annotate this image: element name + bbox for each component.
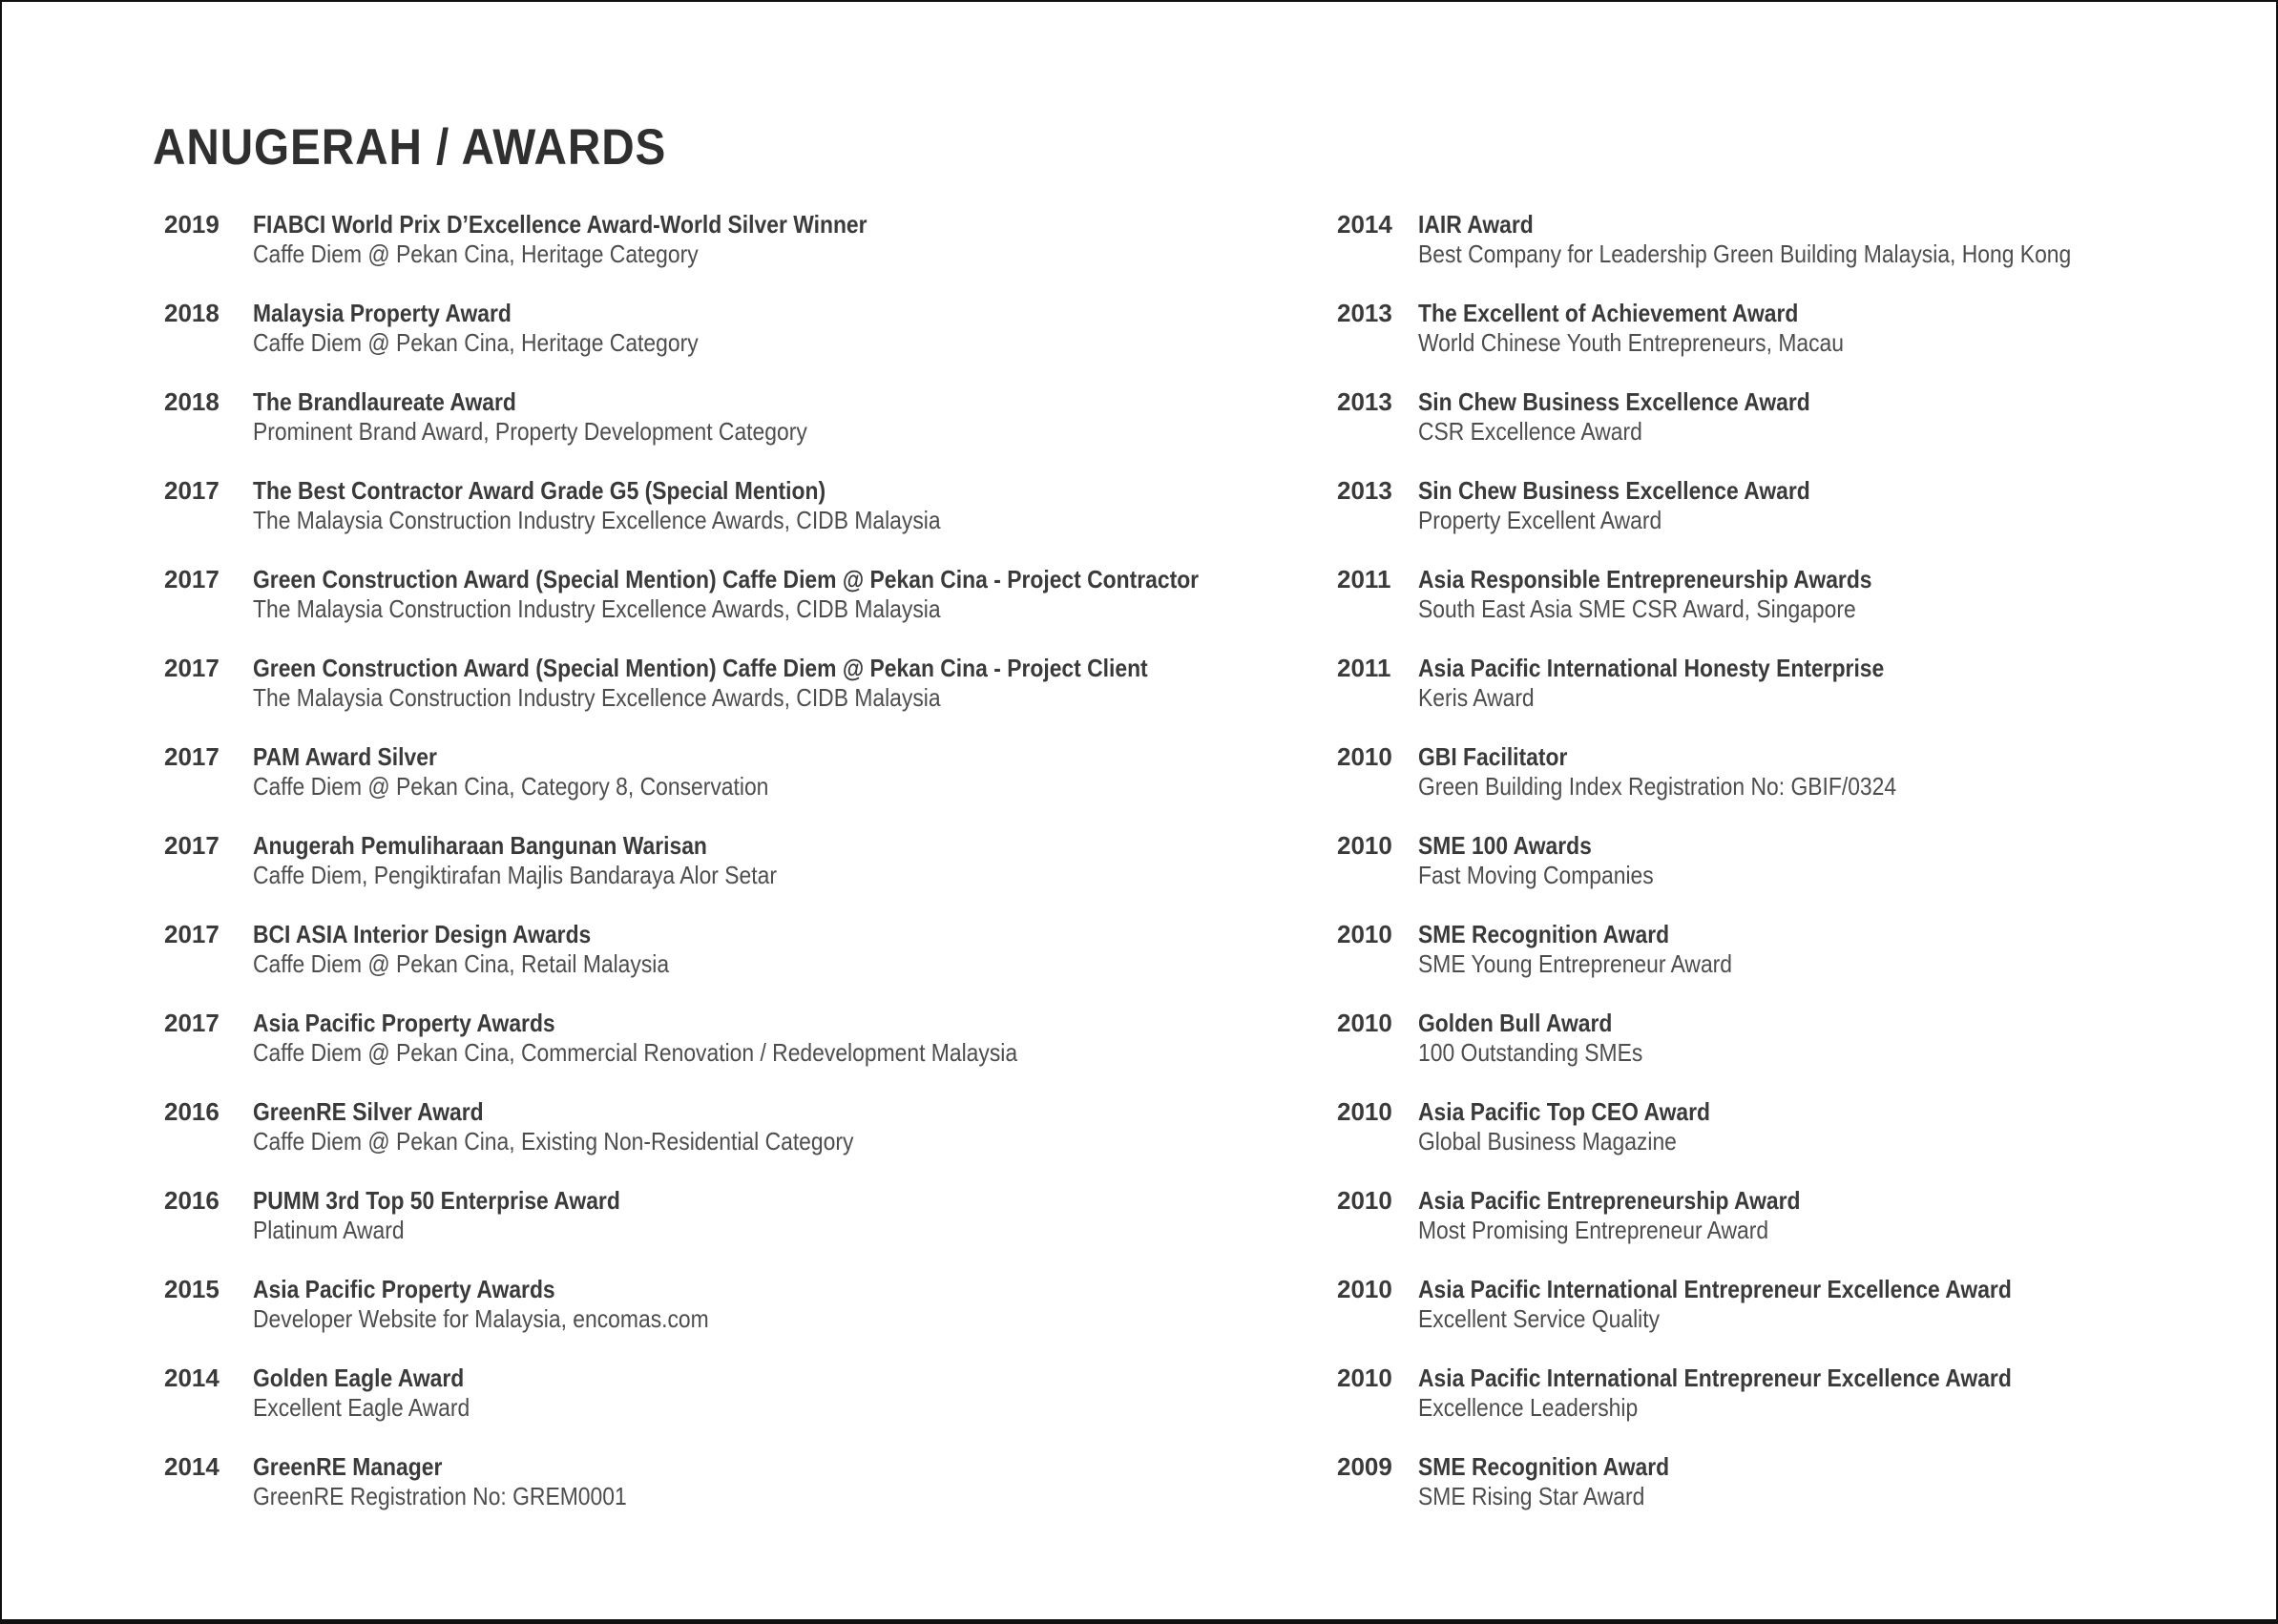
award-title <box>253 1275 1337 1304</box>
award-info <box>253 1275 1337 1334</box>
award-description-text: Caffe Diem @ Pekan Cina, Heritage Category <box>253 328 699 357</box>
award-description <box>253 417 1337 447</box>
award-title-text: Asia Pacific Property Awards <box>253 1275 555 1303</box>
awards-columns <box>164 210 2276 1541</box>
award-year: 2014 <box>164 1452 219 1481</box>
award-info <box>253 1186 1337 1245</box>
award-title <box>1418 1186 2244 1216</box>
award-description <box>1418 1393 2244 1423</box>
award-title <box>1418 210 2244 239</box>
award-description <box>1418 683 2244 713</box>
award-title-text: FIABCI World Prix D’Excellence Award-World Silver Winner <box>253 210 867 239</box>
award-title <box>253 1097 1337 1127</box>
award-entry <box>1337 387 2244 447</box>
award-entry <box>164 387 1337 447</box>
award-info <box>253 565 1337 624</box>
award-title <box>1418 1364 2244 1393</box>
award-entry <box>1337 565 2244 624</box>
award-entry <box>1337 1275 2244 1334</box>
award-info <box>1418 1186 2244 1245</box>
award-description-text: 100 Outstanding SMEs <box>1418 1038 1643 1067</box>
award-title-text: GreenRE Silver Award <box>253 1097 484 1126</box>
award-info <box>253 1452 1337 1511</box>
award-title <box>253 920 1337 949</box>
award-description-text: Caffe Diem @ Pekan Cina, Category 8, Conservation <box>253 772 769 801</box>
award-description <box>253 1304 1337 1334</box>
award-entry <box>164 1186 1337 1245</box>
award-title <box>1418 1452 2244 1482</box>
award-info <box>253 210 1337 269</box>
award-title <box>1418 831 2244 861</box>
award-description <box>1418 1304 2244 1334</box>
award-title-text: Asia Pacific International Honesty Enterprise <box>1418 654 1885 682</box>
award-title <box>1418 742 2244 772</box>
award-description-text: The Malaysia Construction Industry Excellence Awards, CIDB Malaysia <box>253 594 941 623</box>
award-title-text: Asia Responsible Entrepreneurship Awards <box>1418 565 1872 593</box>
award-title <box>1418 387 2244 417</box>
award-year: 2010 <box>1337 920 1392 948</box>
award-entry <box>164 920 1337 979</box>
award-title <box>253 654 1337 683</box>
award-description <box>253 861 1337 890</box>
award-description-text: The Malaysia Construction Industry Excellence Awards, CIDB Malaysia <box>253 506 941 534</box>
award-info <box>253 1364 1337 1423</box>
award-description <box>253 1127 1337 1156</box>
award-title-text: Sin Chew Business Excellence Award <box>1418 387 1810 416</box>
award-description <box>1418 506 2244 535</box>
award-info <box>1418 476 2244 535</box>
award-description-text: GreenRE Registration No: GREM0001 <box>253 1482 627 1510</box>
award-description-text: Caffe Diem @ Pekan Cina, Commercial Renovation / Redevelopment Malaysia <box>253 1038 1018 1067</box>
award-title <box>1418 1275 2244 1304</box>
award-entry <box>164 1364 1337 1423</box>
award-description-text: Platinum Award <box>253 1216 405 1244</box>
award-year: 2017 <box>164 1009 219 1037</box>
award-title <box>253 1186 1337 1216</box>
award-description <box>1418 417 2244 447</box>
award-description-text: Developer Website for Malaysia, encomas.com <box>253 1304 709 1333</box>
award-year: 2017 <box>164 831 219 860</box>
award-title <box>253 299 1337 328</box>
award-title-text: PUMM 3rd Top 50 Enterprise Award <box>253 1186 620 1215</box>
award-entry <box>1337 476 2244 535</box>
award-entry <box>1337 1097 2244 1156</box>
award-description <box>1418 1216 2244 1245</box>
award-title-text: Asia Pacific Property Awards <box>253 1009 555 1037</box>
award-title-text: PAM Award Silver <box>253 742 437 771</box>
award-year: 2013 <box>1337 299 1392 327</box>
award-info <box>1418 1452 2244 1511</box>
award-title <box>1418 1009 2244 1038</box>
award-description <box>1418 949 2244 979</box>
award-year: 2010 <box>1337 1364 1392 1392</box>
award-year: 2010 <box>1337 1275 1392 1303</box>
award-description <box>253 1393 1337 1423</box>
award-title-text: Golden Bull Award <box>1418 1009 1613 1037</box>
award-title-text: Asia Pacific International Entrepreneur Excellence Award <box>1418 1275 2012 1303</box>
award-title <box>253 476 1337 506</box>
award-info <box>253 920 1337 979</box>
award-year: 2019 <box>164 210 219 239</box>
award-title-text: IAIR Award <box>1418 210 1534 239</box>
award-info <box>1418 1364 2244 1423</box>
award-info <box>1418 920 2244 979</box>
award-year: 2013 <box>1337 476 1392 505</box>
award-info <box>1418 299 2244 358</box>
award-entry <box>164 210 1337 269</box>
award-description <box>1418 1482 2244 1511</box>
award-entry <box>164 476 1337 535</box>
award-title <box>1418 299 2244 328</box>
award-year: 2013 <box>1337 387 1392 416</box>
award-description-text: The Malaysia Construction Industry Excellence Awards, CIDB Malaysia <box>253 683 941 712</box>
award-info <box>253 387 1337 447</box>
award-entry <box>1337 210 2244 269</box>
award-description-text: Caffe Diem @ Pekan Cina, Heritage Category <box>253 239 699 268</box>
award-year: 2017 <box>164 476 219 505</box>
award-title-text: SME Recognition Award <box>1418 1452 1670 1481</box>
award-description <box>1418 239 2244 269</box>
award-entry <box>1337 1452 2244 1511</box>
award-description <box>1418 861 2244 890</box>
award-year: 2018 <box>164 299 219 327</box>
award-description <box>253 1216 1337 1245</box>
award-year: 2018 <box>164 387 219 416</box>
award-year: 2016 <box>164 1097 219 1126</box>
award-info <box>1418 1097 2244 1156</box>
award-title <box>253 565 1337 594</box>
award-description <box>253 506 1337 535</box>
award-title <box>1418 1097 2244 1127</box>
award-description-text: Excellence Leadership <box>1418 1393 1639 1422</box>
award-info <box>253 1097 1337 1156</box>
award-info <box>253 476 1337 535</box>
award-info <box>1418 1275 2244 1334</box>
award-title-text: Asia Pacific Entrepreneurship Award <box>1418 1186 1801 1215</box>
award-description-text: South East Asia SME CSR Award, Singapore <box>1418 594 1856 623</box>
award-year: 2011 <box>1337 654 1391 682</box>
award-description-text: Fast Moving Companies <box>1418 861 1654 889</box>
award-title-text: Anugerah Pemuliharaan Bangunan Warisan <box>253 831 707 860</box>
award-info <box>1418 742 2244 802</box>
award-description <box>1418 594 2244 624</box>
award-entry <box>1337 831 2244 890</box>
award-year: 2015 <box>164 1275 219 1303</box>
award-year: 2011 <box>1337 565 1391 593</box>
award-year: 2010 <box>1337 1186 1392 1215</box>
award-description-text: Excellent Service Quality <box>1418 1304 1661 1333</box>
award-title <box>253 1364 1337 1393</box>
award-entry <box>164 565 1337 624</box>
award-title-text: Green Construction Award (Special Mention) Caffe Diem @ Pekan Cina - Project Contractor <box>253 565 1200 593</box>
award-title <box>1418 920 2244 949</box>
award-description <box>253 949 1337 979</box>
award-title <box>1418 654 2244 683</box>
award-description-text: Caffe Diem @ Pekan Cina, Retail Malaysia <box>253 949 670 978</box>
award-title-text: GBI Facilitator <box>1418 742 1568 771</box>
award-info <box>253 742 1337 802</box>
award-description <box>1418 772 2244 802</box>
award-title-text: The Brandlaureate Award <box>253 387 516 416</box>
award-year: 2014 <box>164 1364 219 1392</box>
award-description <box>253 328 1337 358</box>
award-entry <box>164 654 1337 713</box>
award-entry <box>1337 299 2244 358</box>
award-description <box>253 239 1337 269</box>
award-year: 2010 <box>1337 1097 1392 1126</box>
award-entry <box>164 742 1337 802</box>
award-description-text: Most Promising Entrepreneur Award <box>1418 1216 1769 1244</box>
award-title <box>253 210 1337 239</box>
award-title <box>253 1452 1337 1482</box>
award-title-text: Asia Pacific Top CEO Award <box>1418 1097 1711 1126</box>
award-description-text: Excellent Eagle Award <box>253 1393 470 1422</box>
award-description <box>253 683 1337 713</box>
award-title <box>253 831 1337 861</box>
award-info <box>1418 654 2244 713</box>
award-year: 2017 <box>164 565 219 593</box>
award-year: 2010 <box>1337 831 1392 860</box>
award-description <box>253 772 1337 802</box>
award-title-text: The Best Contractor Award Grade G5 (Special Mention) <box>253 476 826 505</box>
award-title <box>1418 476 2244 506</box>
award-description-text: World Chinese Youth Entrepreneurs, Macau <box>1418 328 1845 357</box>
award-entry <box>164 831 1337 890</box>
award-title-text: Malaysia Property Award <box>253 299 512 327</box>
award-description <box>1418 328 2244 358</box>
award-title <box>253 742 1337 772</box>
award-description-text: Green Building Index Registration No: GBIF/0324 <box>1418 772 1897 801</box>
award-title-text: GreenRE Manager <box>253 1452 443 1481</box>
award-description-text: Caffe Diem @ Pekan Cina, Existing Non-Residential Category <box>253 1127 854 1156</box>
award-info <box>253 654 1337 713</box>
award-entry <box>1337 920 2244 979</box>
award-description-text: CSR Excellence Award <box>1418 417 1642 446</box>
award-year: 2010 <box>1337 742 1392 771</box>
award-description <box>253 1038 1337 1068</box>
award-entry <box>164 1097 1337 1156</box>
award-info <box>1418 831 2244 890</box>
award-entry <box>164 1275 1337 1334</box>
award-year: 2010 <box>1337 1009 1392 1037</box>
award-description <box>1418 1127 2244 1156</box>
award-info <box>253 1009 1337 1068</box>
awards-column-right <box>1337 210 2244 1541</box>
award-entry <box>1337 1009 2244 1068</box>
award-title-text: Asia Pacific International Entrepreneur Excellence Award <box>1418 1364 2012 1392</box>
award-title-text: SME 100 Awards <box>1418 831 1592 860</box>
award-title-text: BCI ASIA Interior Design Awards <box>253 920 592 948</box>
award-year: 2017 <box>164 920 219 948</box>
award-title-text: Golden Eagle Award <box>253 1364 465 1392</box>
award-description-text: Keris Award <box>1418 683 1535 712</box>
award-title <box>253 387 1337 417</box>
award-entry <box>1337 654 2244 713</box>
award-description-text: SME Rising Star Award <box>1418 1482 1645 1510</box>
award-entry <box>1337 1186 2244 1245</box>
award-title <box>253 1009 1337 1038</box>
award-title-text: SME Recognition Award <box>1418 920 1670 948</box>
award-description-text: Global Business Magazine <box>1418 1127 1677 1156</box>
award-description-text: Prominent Brand Award, Property Development Category <box>253 417 807 446</box>
award-info <box>1418 387 2244 447</box>
page-title: ANUGERAH / AWARDS <box>153 119 667 176</box>
award-info <box>253 299 1337 358</box>
award-year: 2016 <box>164 1186 219 1215</box>
award-year: 2017 <box>164 654 219 682</box>
award-info <box>1418 210 2244 269</box>
award-info <box>1418 1009 2244 1068</box>
award-entry <box>164 1009 1337 1068</box>
award-info <box>253 831 1337 890</box>
award-description <box>253 1482 1337 1511</box>
award-title-text: Green Construction Award (Special Mention) Caffe Diem @ Pekan Cina - Project Client <box>253 654 1148 682</box>
award-title-text: The Excellent of Achievement Award <box>1418 299 1799 327</box>
award-entry <box>1337 742 2244 802</box>
award-entry <box>164 299 1337 358</box>
award-description-text: SME Young Entrepreneur Award <box>1418 949 1733 978</box>
awards-column-left <box>164 210 1337 1541</box>
award-entry <box>1337 1364 2244 1423</box>
award-description-text: Best Company for Leadership Green Building Malaysia, Hong Kong <box>1418 239 2072 268</box>
award-entry <box>164 1452 1337 1511</box>
award-description <box>253 594 1337 624</box>
award-description-text: Caffe Diem, Pengiktirafan Majlis Bandaraya Alor Setar <box>253 861 777 889</box>
award-year: 2014 <box>1337 210 1392 239</box>
award-year: 2009 <box>1337 1452 1392 1481</box>
award-title-text: Sin Chew Business Excellence Award <box>1418 476 1810 505</box>
award-info <box>1418 565 2244 624</box>
award-description <box>1418 1038 2244 1068</box>
award-title <box>1418 565 2244 594</box>
award-year: 2017 <box>164 742 219 771</box>
award-description-text: Property Excellent Award <box>1418 506 1662 534</box>
